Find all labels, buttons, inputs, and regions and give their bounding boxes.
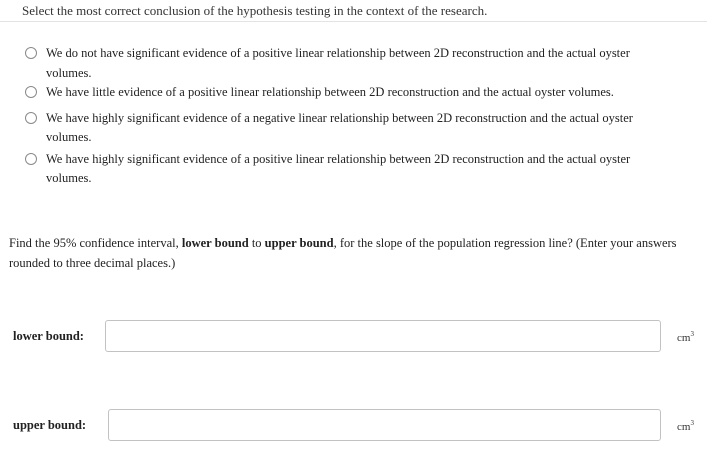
conclusion-options [24, 44, 684, 189]
upper-bound-input[interactable] [108, 409, 661, 441]
option-no-significant-evidence[interactable] [24, 44, 684, 83]
option-text: We have little evidence of a positive linear relationship between 2D reconstruction and the actual oyster volumes. [46, 85, 614, 99]
option-text: We have highly significant evidence of a negative linear relationship between 2D reconstruction and the actual oyster [46, 110, 633, 125]
unit-exponent: 3 [690, 330, 694, 338]
radio-button[interactable] [25, 112, 37, 124]
radio-button[interactable] [25, 47, 37, 59]
prompt-text: , for the slope of the population regression line? (Enter your answers rounded to three decimal places.) [9, 236, 677, 270]
prompt-bold-upper: upper bound [264, 236, 334, 250]
unit-text: cm [677, 421, 691, 433]
option-little-evidence[interactable] [24, 83, 684, 103]
lower-bound-unit [677, 332, 694, 344]
option-text-continued: volumes. [46, 130, 92, 144]
option-text: We do not have significant evidence of a positive linear relationship between 2D reconstruction and the actual oyster [46, 46, 630, 60]
prompt-text: Find the 95% confidence interval, [9, 236, 182, 250]
option-positive-relationship[interactable] [24, 150, 684, 189]
option-negative-relationship[interactable] [24, 109, 684, 148]
divider [0, 21, 707, 22]
lower-bound-input[interactable] [105, 320, 661, 352]
question1-prompt: Select the most correct conclusion of the hypothesis testing in the context of the research. [22, 3, 488, 18]
upper-bound-label: upper bound: [13, 418, 87, 432]
lower-bound-label: lower bound: [13, 329, 84, 343]
unit-text: cm [677, 332, 691, 344]
radio-button[interactable] [25, 153, 37, 165]
unit-exponent: 3 [690, 419, 694, 427]
prompt-text: to [248, 236, 265, 250]
option-text-continued: volumes. [46, 65, 92, 80]
option-text-continued: volumes. [46, 171, 92, 185]
prompt-bold-lower: lower bound [181, 236, 249, 250]
radio-button[interactable] [25, 86, 37, 98]
option-text: We have highly significant evidence of a positive linear relationship between 2D reconstruction and the actual oyster [46, 151, 631, 166]
question2-prompt [9, 233, 699, 273]
upper-bound-unit [677, 421, 694, 433]
